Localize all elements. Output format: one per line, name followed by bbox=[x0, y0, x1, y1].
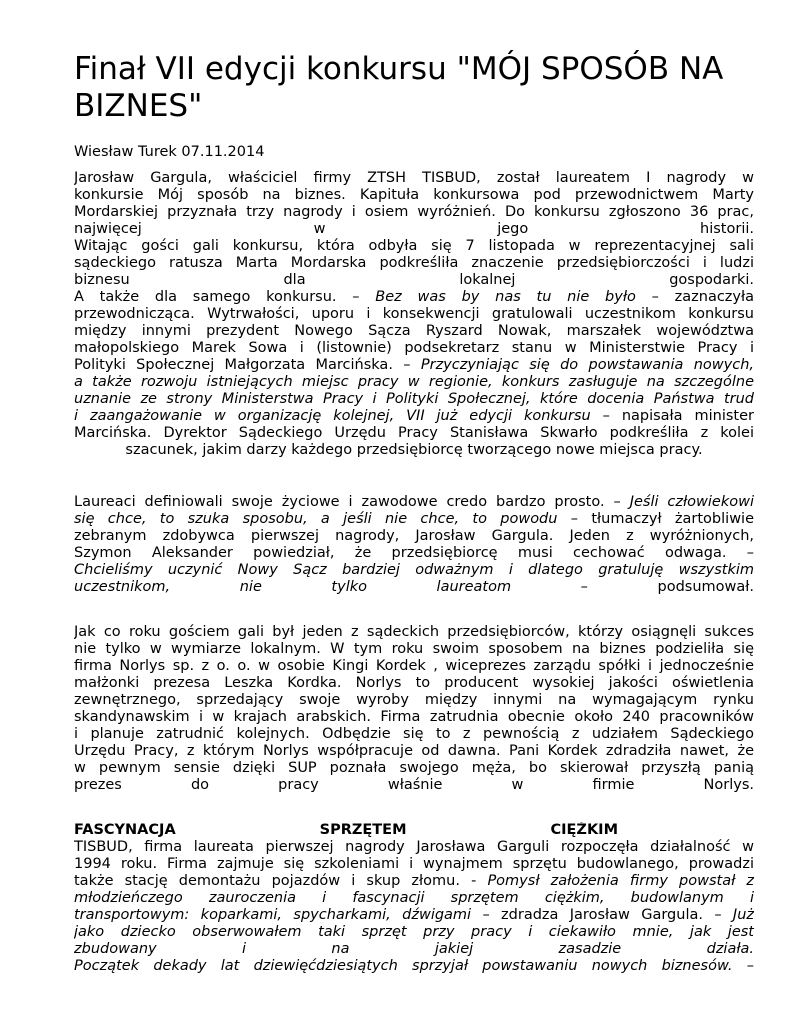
text-line: małopolskiego Marek Sowa i (listownie) podsekretarz stanu w Ministerstwie Pracy i bbox=[74, 340, 754, 356]
text-line bbox=[74, 873, 754, 890]
text-line: zewnętrznego, sprzedający swoje wyroby między innymi na wymagającym rynku bbox=[74, 692, 754, 708]
text-span: A także dla samego konkursu. – bbox=[74, 289, 376, 305]
text-span: – zdradza Jarosław Gargula. – bbox=[471, 907, 733, 923]
text-line: szacunek, jakim darzy każdego przedsiębiorcę tworzącego nowe miejsca pracy. bbox=[125, 442, 703, 458]
text-line: najwięcej w jego historii. bbox=[74, 221, 754, 237]
text-line bbox=[74, 579, 754, 596]
article-byline: Wiesław Turek 07.11.2014 bbox=[74, 144, 265, 160]
text-line bbox=[74, 890, 754, 907]
text-line bbox=[74, 941, 754, 958]
text-line: w pewnym sensie dzięki SUP poznała swojego męża, bo skierował przyszłą panią bbox=[74, 760, 754, 776]
quote-span: Jeśli człowiekowi bbox=[629, 494, 754, 510]
article-title: Finał VII edycji konkursu "MÓJ SPOSÓB NA BIZNES" bbox=[74, 51, 724, 124]
text-line bbox=[74, 511, 754, 528]
text-line bbox=[74, 494, 754, 511]
text-line bbox=[74, 374, 754, 391]
text-line: skandynawskim i w krajach arabskich. Firma zatrudnia obecnie około 240 pracowników bbox=[74, 709, 754, 725]
text-line bbox=[74, 562, 754, 579]
text-line bbox=[74, 357, 754, 374]
quote-span: Początek dekady lat dziewięćdziesiątych sprzyjał powstawaniu nowych biznesów. bbox=[74, 958, 733, 974]
quote-span: transportowym: koparkami, spycharkami, dźwigami bbox=[74, 907, 472, 923]
text-line bbox=[74, 958, 754, 975]
text-line bbox=[74, 907, 754, 924]
text-line bbox=[74, 289, 754, 306]
text-line: biznesu dla lokalnej gospodarki. bbox=[74, 272, 754, 288]
quote-span: młodzieńczego zauroczenia i fascynacji sprzętem ciężkim, budowlanym i bbox=[74, 890, 754, 906]
quote-span: Już bbox=[732, 907, 754, 923]
text-line: Witając gości gali konkursu, która odbyła się 7 listopada w reprezentacyjnej sali bbox=[74, 238, 754, 254]
text-span: Polityki Społecznej Małgorzata Marcińska. – bbox=[74, 357, 421, 373]
text-span: także stację demontażu pojazdów i skup złomu. - bbox=[74, 873, 488, 889]
quote-span: zbudowany i na jakiej zasadzie działa. bbox=[74, 941, 754, 957]
quote-span: Przyczyniając się do powstawania nowych, bbox=[420, 357, 754, 373]
text-line: sądeckiego ratusza Marta Mordarska podkreśliła znaczenie przedsiębiorczości i ludzi bbox=[74, 255, 754, 271]
quote-span: i zaangażowanie w organizację kolejnej, VII już edycji konkursu bbox=[74, 408, 591, 424]
text-line: przewodnicząca. Wytrwałości, uporu i konsekwencji gratulowali uczestnikom konkursu bbox=[74, 306, 754, 322]
text-span: Laureaci definiowali swoje życiowe i zawodowe credo bardzo prosto. – bbox=[74, 494, 630, 510]
text-line: małżonki prezesa Leszka Kordka. Norlys to producent wysokiej jakości oświetlenia bbox=[74, 675, 754, 691]
quote-span: Pomysł założenia firmy powstał z bbox=[487, 873, 754, 889]
text-line bbox=[74, 924, 754, 941]
quote-span: uczestnikom, nie tylko laureatom bbox=[74, 579, 512, 595]
text-line: Marcińska. Dyrektor Sądeckiego Urzędu Pracy Stanisława Skwarło podkreśliła z kolei bbox=[74, 425, 754, 441]
text-line bbox=[74, 408, 754, 425]
quote-span: uznanie ze strony Ministerstwa Pracy i Polityki Społecznej, które docenia Państwa trud bbox=[74, 391, 754, 407]
text-span: – zaznaczyła bbox=[635, 289, 754, 305]
text-line: Jarosław Gargula, właściciel firmy ZTSH TISBUD, został laureatem I nagrody w bbox=[74, 170, 754, 186]
text-line: Jak co roku gościem gali był jeden z sądeckich przedsiębiorców, którzy osiągnęli sukces bbox=[74, 624, 754, 640]
text-span: – tłumaczył żartobliwie bbox=[557, 511, 754, 527]
text-span: – bbox=[732, 958, 754, 974]
text-line: TISBUD, firma laureata pierwszej nagrody Jarosława Garguli rozpoczęła działalność w bbox=[74, 839, 754, 855]
text-line: firma Norlys sp. z o. o. w osobie Kingi Kordek , wiceprezes zarządu spółki i jednocześnie bbox=[74, 658, 754, 674]
text-line: Urzędu Pracy, z którym Norlys współpracuje od dawna. Pani Kordek zdradziła nawet, że bbox=[74, 743, 754, 759]
text-line: nie tylko w wymiarze lokalnym. W tym roku swoim sposobem na biznes podzieliła się bbox=[74, 641, 754, 657]
text-line: Szymon Aleksander powiedział, że przedsiębiorcę musi cechować odwaga. – bbox=[74, 545, 754, 561]
quote-span: a także rozwoju istniejących miejsc pracy w regionie, konkurs zasługuje na szczególne bbox=[74, 374, 754, 390]
text-line: Mordarskiej przyznała trzy nagrody i osiem wyróżnień. Do konkursu zgłoszono 36 prac, bbox=[74, 204, 754, 220]
text-line: prezes do pracy właśnie w firmie Norlys. bbox=[74, 777, 754, 793]
quote-span: się chce, to szuka sposobu, a jeśli nie chce, to powodu bbox=[74, 511, 558, 527]
text-line: 1994 roku. Firma zajmuje się szkoleniami i wynajmem sprzętu budowlanego, prowadzi bbox=[74, 856, 754, 872]
quote-span: Bez was by nas tu nie było bbox=[375, 289, 636, 305]
text-line: zebranym zdobywca pierwszej nagrody, Jarosław Gargula. Jeden z wyróżnionych, bbox=[74, 528, 754, 544]
text-line bbox=[74, 391, 754, 408]
text-line: między innymi prezydent Nowego Sącza Ryszard Nowak, marszałek województwa bbox=[74, 323, 754, 339]
text-span: – podsumował. bbox=[511, 579, 754, 595]
text-span: – napisała minister bbox=[590, 408, 754, 424]
quote-span: jako dziecko obserwowałem taki sprzęt przy pracy i ciekawiło mnie, jak jest bbox=[74, 924, 754, 940]
text-line: i planuje zatrudnić kolejnych. Odbędzie się to z pewnością z udziałem Sądeckiego bbox=[74, 726, 754, 742]
text-line: konkursie Mój sposób na biznes. Kapituła konkursowa pod przewodnictwem Marty bbox=[74, 187, 754, 203]
quote-span: Chcieliśmy uczynić Nowy Sącz bardziej odważnym i dlatego gratuluję wszystkim bbox=[74, 562, 754, 578]
section-heading: FASCYNACJA SPRZĘTEM CIĘŻKIM bbox=[74, 822, 618, 838]
